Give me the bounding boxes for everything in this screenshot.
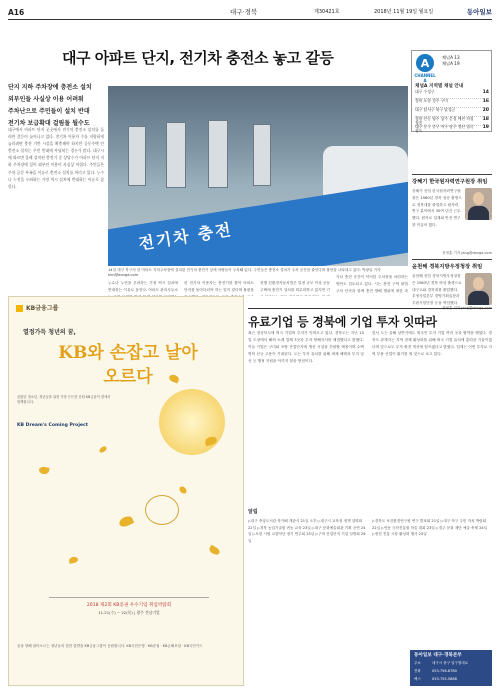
index-row-text: 대구 동구 중구 서구 남구 경산 칠곡 청도 bbox=[415, 124, 474, 134]
profile-photo bbox=[465, 188, 492, 220]
article-body-column: 누수나 누전을 우려하는 가정 역시 설치에 반대하는 이유로 꼽힌다. 아파트 관리사무소 bbox=[108, 281, 178, 293]
profile-title: 윤천해 경북지방우정청장 취임 bbox=[412, 259, 492, 270]
kb-logo-icon bbox=[16, 305, 23, 312]
office-row bbox=[414, 669, 457, 674]
section2-body-column: 앞서 도는 올해 상반기에도 외국인 투자 기업 여러 곳과 협약을 맺었다. 경북도 관계자는 지역 경제 활성화를 위해 외국 기업 유치에 총력을 기울이겠다며 앞으로도 투자 환경 개선에 힘쓰겠다고 밝혔다. 업계는 이번 투자로 지역 부품 산업이 활기를 띨 것으로 보고 있다. bbox=[372, 331, 492, 357]
svg-text:A: A bbox=[420, 57, 430, 70]
newspaper-page bbox=[8, 6, 492, 686]
office-row-label: 주소 bbox=[414, 661, 421, 665]
office-row-label: 전화 bbox=[414, 669, 421, 673]
office-row bbox=[414, 677, 457, 682]
office-row bbox=[414, 661, 468, 666]
office-row-value: 대구시 중구 달구벌대로 bbox=[432, 661, 469, 665]
article-subheads bbox=[8, 82, 104, 130]
paper-name: 동아일보 bbox=[466, 8, 492, 16]
ad-contest-title: 2018 제2회 KB증권 우수기업 취업박람회 bbox=[86, 603, 172, 608]
index-row-text: 경북 포항 경주 구미 bbox=[415, 98, 448, 103]
butterfly-icon bbox=[178, 485, 188, 495]
index-row-page: 16 bbox=[482, 99, 489, 104]
charger-unit bbox=[128, 126, 146, 186]
charger-unit bbox=[253, 124, 271, 186]
ad-project-title: KB Dream's Coming Project bbox=[17, 423, 88, 428]
office-row-label: 팩스 bbox=[414, 677, 421, 681]
channel-index-title: 채널A 지역별 채널 안내 bbox=[415, 84, 464, 89]
profile-text: 윤천해 신임 경북지방우정청장은 1963년 경북 의성 출생으로 대구고와 경북대를 졸업했다. 우정사업본부 경영기획실장과 우편사업단장 등을 역임했다. bbox=[412, 274, 462, 305]
ad-headline: KB와 손잡고 날아오르다 bbox=[58, 343, 198, 387]
article-headline: 대구 아파트 단지, 전기차 충전소 놓고 갈등 bbox=[62, 49, 334, 67]
kb-advertisement[interactable] bbox=[8, 296, 244, 686]
notice-list: ▷대구 중앙도서관 북카페 개관식 21일 오후 ▷대구시 교육청 정책 설명회 22일 ▷경북 농업기술원 귀농 교육 23일 ▷대구 문화예술회관 기획 공연 24일 ▷포항 시립 교향악단 정기 연주회 25일 ▷구미 산업단지 기업 설명회 26일 bbox=[248, 519, 366, 543]
index-row-text: 경북 안동 영주 상주 문경 예천 의성 청송 bbox=[415, 116, 474, 126]
sun-graphic bbox=[159, 389, 225, 455]
index-row-text: 대구 달서구 북구 달성군 bbox=[415, 107, 456, 112]
subhead-line: 전기차 보급확대 걸림돌 될수도 bbox=[8, 120, 90, 127]
charger-unit bbox=[208, 120, 228, 188]
ad-contest-date: 11.21(수) ~ 22(목) | 광주 전남기업 bbox=[98, 610, 160, 615]
ad-subcopy: 꿈많던 청소년, 청년들을 위한 가장 든든한 응원 KB금융이 곁에서 함께합니다. bbox=[17, 395, 111, 404]
article-body-column: 현행 친환경자동차법은 일정 규모 이상 공동주택에 충전기 설치를 의무화하고 있지만 기 bbox=[260, 281, 330, 293]
channel-tv-1: 채널A 13 bbox=[442, 55, 460, 60]
index-row-page: 18 bbox=[482, 117, 489, 122]
butterfly-icon bbox=[118, 514, 134, 528]
charger-unit bbox=[166, 122, 186, 188]
channel-logo-icon bbox=[415, 53, 435, 73]
profile-byline: 장영훈 기자 jang@donga.com bbox=[442, 306, 492, 310]
butterfly-icon bbox=[38, 466, 49, 475]
lane-text: 전기차 충전 bbox=[137, 219, 234, 254]
charging-lane-marking bbox=[108, 177, 408, 266]
butterfly-icon bbox=[69, 556, 79, 563]
index-row-page: 14 bbox=[482, 90, 489, 95]
subhead-line: 외부인들 사실상 이용 어려워 bbox=[8, 96, 84, 103]
ad-footer: 꿈을 향해 날아오르는 청년들의 힘찬 출발을 KB금융그룹이 응원합니다. KB국민은행 · KB증권 · KB손해보험 · KB국민카드 bbox=[17, 644, 203, 648]
butterfly-icon bbox=[208, 545, 221, 557]
notice-title: 알림 bbox=[248, 509, 258, 515]
butterfly-icon bbox=[98, 445, 107, 454]
section-name: 대구·경북 bbox=[230, 8, 258, 16]
profile-text: 강혜기 신임 한국원자력연구원장은 1960년 경북 청송 출생으로 경북대를 졸업하고 원자력 연구 분야에서 30여 년간 근무했다. 원자로 설계와 안전 연구를 이끌어 왔다. bbox=[412, 189, 462, 227]
photo-caption: 14일 대구 북구의 한 아파트 지하주차장에 설치된 전기차 충전기 앞에 차량들이 주차돼 있다. 주민들은 충전소 설치가 주차 공간을 줄인다며 불만을 나타내고 있다. 박광일 기자 kim@donga.com bbox=[108, 268, 381, 277]
article-body-column: 기차 충전 공간이 넉넉한 주차장을 마련하는 방안도 검토되고 있다. 시는 충전 구역 불법 주차 단속과 함께 충전 방해 행위에 대한 과 bbox=[336, 275, 408, 294]
profile-byline: 장영훈 기자 jang@donga.com bbox=[442, 251, 492, 255]
top-bar bbox=[8, 6, 492, 20]
article-lead: 대구에서 아파트 단지 곳곳에서 전기차 충전소 설치를 둘러싼 갈등이 늘어나고 있다. 전기차 이용자 수를 저렴하게 늘리려면 충전 기반 시설을 확충해야 하지만 공동주택 안 충전소 설치는 주민 반대에 부딪히는 경우가 많다. 대구시에 따르면 올해 설치된 충전기 중 상당수가 아파트 단지 지하 주차장에 있어 외부인 이용이 사실상 어렵다. 주민들은 주차 공간 부족을 이유로 충전소 설치를 꺼리고 있다. 누수나 누전을 우려하는 가정 역시 설치에 반대하는 이유로 꼽힌다. bbox=[8, 127, 104, 189]
ad-brand: KB금융그룹 bbox=[26, 305, 59, 312]
index-row-page: 19 bbox=[482, 125, 489, 130]
parking-lot-photo bbox=[108, 86, 408, 266]
index-row-text: 대구 수성구 bbox=[415, 89, 435, 94]
profile-photo bbox=[465, 273, 492, 305]
office-info-box bbox=[410, 650, 492, 686]
section2-body-column: 최근 경상북도에 외국 기업의 투자가 잇따르고 있다. 경북도는 지난 15일 도청에서 해외 소재 업체 3곳과 투자 양해각서를 체결했다고 밝혔다. 이들 기업은 구미와 포항 산업단지에 생산 시설을 건립할 예정이며 수백 명의 신규 고용이 기대된다. 도는 투자 유치를 위해 세제 혜택과 부지 알선 등 행정 지원을 아끼지 않을 방침이다. bbox=[248, 331, 364, 364]
ad-contest[interactable] bbox=[49, 597, 209, 627]
subhead-line: 단지 지하 주차장에 충전소 설치 bbox=[8, 84, 92, 91]
channel-index-box bbox=[411, 50, 492, 132]
channel-tv-2: 채널A 19 bbox=[442, 61, 460, 66]
profile-title: 강혜기 한국원자력연구원장 취임 bbox=[412, 174, 492, 185]
section2-headline: 유료기업 등 경북에 기업 투자 잇따라 bbox=[248, 308, 492, 330]
office-title: 동아일보 대구·경북본부 bbox=[414, 653, 462, 658]
index-row[interactable] bbox=[415, 125, 489, 134]
subhead-line: 주차난으로 주민들이 설치 반대 bbox=[8, 108, 90, 115]
office-row-value: 053-755-5888 bbox=[432, 677, 457, 681]
office-row-value: 053-756-8780 bbox=[432, 669, 457, 673]
channel-logo-label: CHANNEL A bbox=[414, 73, 436, 83]
article-body-column: 한 전기차 이용자는 충전기를 찾아 아파트 단지를 돌아다녀야 하는 일이 잦다며 불편을 bbox=[184, 281, 254, 293]
ad-tagline: 열정가득 청년의 꿈, bbox=[23, 329, 76, 336]
index-row-page: 20 bbox=[482, 108, 489, 113]
notice-list: ▷경북도 보건환경연구원 연구 발표회 21일 ▷대구 북구 주민 자치 박람회 22일 ▷안동 국학진흥원 학술 대회 23일 ▷경주 문화 재단 예술 축제 24일 ▷영천 전통 시장 활성화 행사 25일 bbox=[372, 519, 488, 537]
ad-badge-icon bbox=[145, 495, 179, 525]
issue-number: 제30421호 bbox=[314, 9, 340, 15]
issue-date: 2018년 11월 19일 월요일 bbox=[374, 9, 434, 15]
page-number: A16 bbox=[8, 8, 25, 17]
